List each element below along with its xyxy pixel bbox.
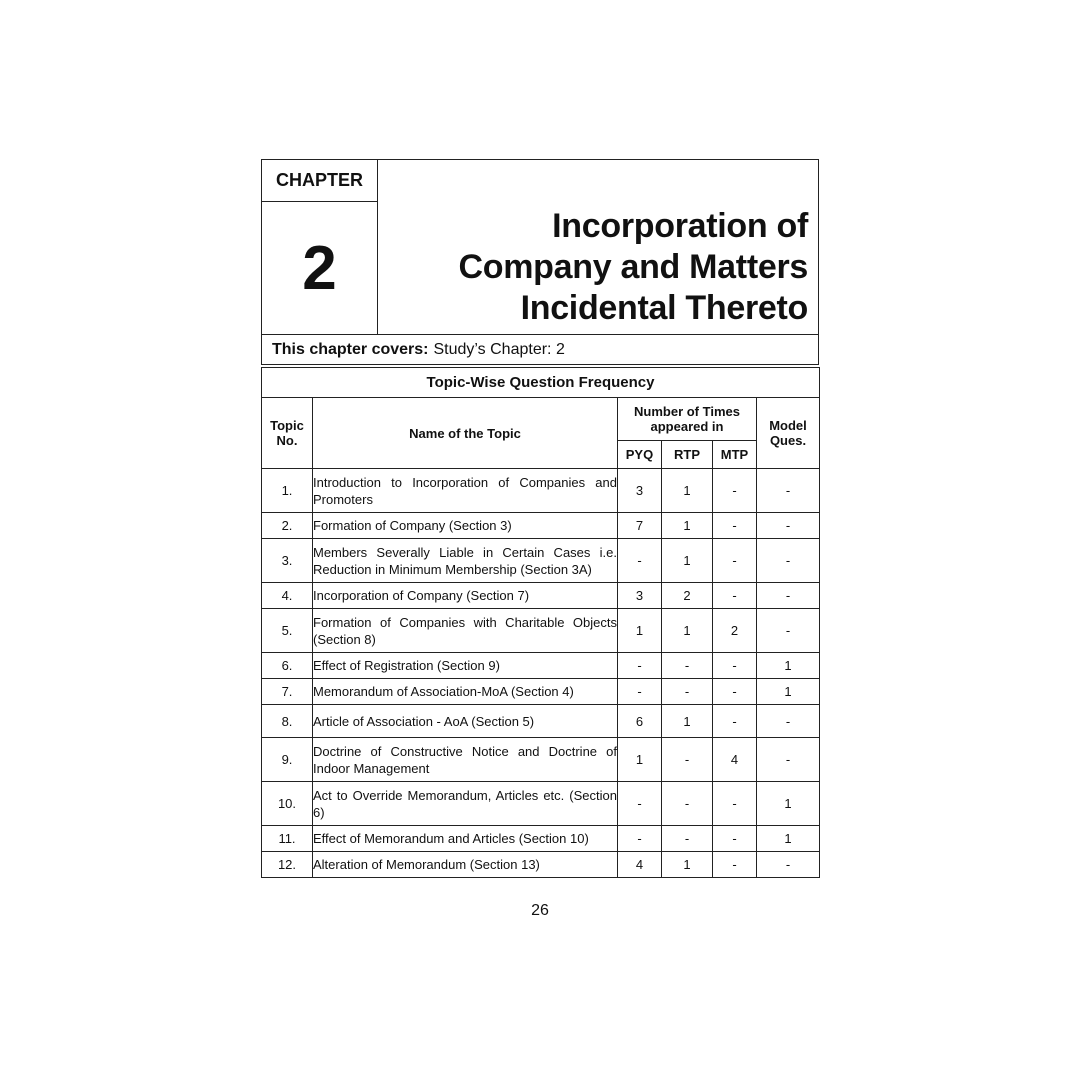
topic-number-cell: 2. [262,513,313,539]
pyq-cell: - [618,782,662,826]
model-cell: - [757,852,820,878]
model-cell: 1 [757,653,820,679]
mtp-cell: - [713,539,757,583]
rtp-cell: - [662,738,713,782]
topic-number-cell: 4. [262,583,313,609]
rtp-cell: 1 [662,513,713,539]
pyq-cell: - [618,653,662,679]
table-row [262,679,820,705]
chapter-label: CHAPTER [262,160,377,202]
topic-name-cell: Effect of Registration (Section 9) [313,653,618,679]
topic-number-cell: 6. [262,653,313,679]
mtp-cell: - [713,679,757,705]
mtp-cell: - [713,513,757,539]
model-cell: - [757,609,820,653]
header-pyq: PYQ [618,441,662,469]
header-times-appeared: Number of Times appeared in [618,398,757,441]
topic-name-cell: Memorandum of Association-MoA (Section 4) [313,679,618,705]
pyq-cell: 7 [618,513,662,539]
model-cell: 1 [757,782,820,826]
topic-name-cell: Incorporation of Company (Section 7) [313,583,618,609]
model-cell: - [757,738,820,782]
chapter-header [261,159,819,335]
topic-name-cell: Effect of Memorandum and Articles (Section 10) [313,826,618,852]
topic-number-cell: 12. [262,852,313,878]
topic-name-cell: Members Severally Liable in Certain Cases i.e. Reduction in Minimum Membership (Section 3A) [313,539,618,583]
chapter-title [378,160,818,334]
rtp-cell: 1 [662,705,713,738]
pyq-cell: 3 [618,583,662,609]
chapter-title-line: Company and Matters [458,247,808,286]
table-row [262,826,820,852]
mtp-cell: - [713,583,757,609]
mtp-cell: - [713,469,757,513]
chapter-covers [261,335,819,365]
pyq-cell: 6 [618,705,662,738]
topic-name-cell: Doctrine of Constructive Notice and Doctrine of Indoor Management [313,738,618,782]
chapter-title-line: Incidental Thereto [520,288,808,327]
model-cell: - [757,469,820,513]
page-number: 26 [531,902,549,919]
mtp-cell: - [713,826,757,852]
mtp-cell: 4 [713,738,757,782]
topic-number-cell: 5. [262,609,313,653]
topic-number-cell: 9. [262,738,313,782]
topic-number-cell: 3. [262,539,313,583]
table-row [262,738,820,782]
rtp-cell: - [662,679,713,705]
pyq-cell: - [618,826,662,852]
table-row [262,469,820,513]
model-cell: - [757,705,820,738]
covers-label: This chapter covers: [272,340,429,358]
header-topic-name: Name of the Topic [313,398,618,469]
pyq-cell: 3 [618,469,662,513]
mtp-cell: - [713,852,757,878]
rtp-cell: 1 [662,469,713,513]
table-row [262,513,820,539]
pyq-cell: - [618,679,662,705]
topic-name-cell: Alteration of Memorandum (Section 13) [313,852,618,878]
table-row [262,583,820,609]
model-cell: - [757,513,820,539]
covers-value: Study’s Chapter: 2 [433,340,565,358]
topic-name-cell: Article of Association - AoA (Section 5) [313,705,618,738]
topic-name-cell: Act to Override Memorandum, Articles etc. (Section 6) [313,782,618,826]
table-row [262,539,820,583]
header-topic-no: Topic No. [262,398,313,469]
topic-number-cell: 7. [262,679,313,705]
topic-name-cell: Formation of Companies with Charitable Objects (Section 8) [313,609,618,653]
header-mtp: MTP [713,441,757,469]
table-row [262,609,820,653]
chapter-badge [262,160,378,334]
rtp-cell: - [662,826,713,852]
table-row [262,705,820,738]
topic-number-cell: 1. [262,469,313,513]
model-cell: 1 [757,826,820,852]
rtp-cell: 2 [662,583,713,609]
table-row [262,782,820,826]
topic-name-cell: Formation of Company (Section 3) [313,513,618,539]
frequency-table [261,367,820,878]
table-row [262,653,820,679]
rtp-cell: 1 [662,539,713,583]
rtp-cell: - [662,782,713,826]
header-model-ques: Model Ques. [757,398,820,469]
chapter-page [261,159,819,878]
topic-number-cell: 10. [262,782,313,826]
mtp-cell: - [713,782,757,826]
mtp-cell: - [713,705,757,738]
pyq-cell: 1 [618,609,662,653]
table-row [262,852,820,878]
table-caption: Topic-Wise Question Frequency [262,368,820,398]
chapter-number: 2 [302,233,337,303]
model-cell: - [757,583,820,609]
model-cell: 1 [757,679,820,705]
rtp-cell: 1 [662,852,713,878]
topic-number-cell: 8. [262,705,313,738]
chapter-title-line: Incorporation of [552,206,808,245]
mtp-cell: 2 [713,609,757,653]
pyq-cell: - [618,539,662,583]
topic-number-cell: 11. [262,826,313,852]
pyq-cell: 1 [618,738,662,782]
header-rtp: RTP [662,441,713,469]
rtp-cell: - [662,653,713,679]
model-cell: - [757,539,820,583]
topic-name-cell: Introduction to Incorporation of Companies and Promoters [313,469,618,513]
pyq-cell: 4 [618,852,662,878]
mtp-cell: - [713,653,757,679]
rtp-cell: 1 [662,609,713,653]
